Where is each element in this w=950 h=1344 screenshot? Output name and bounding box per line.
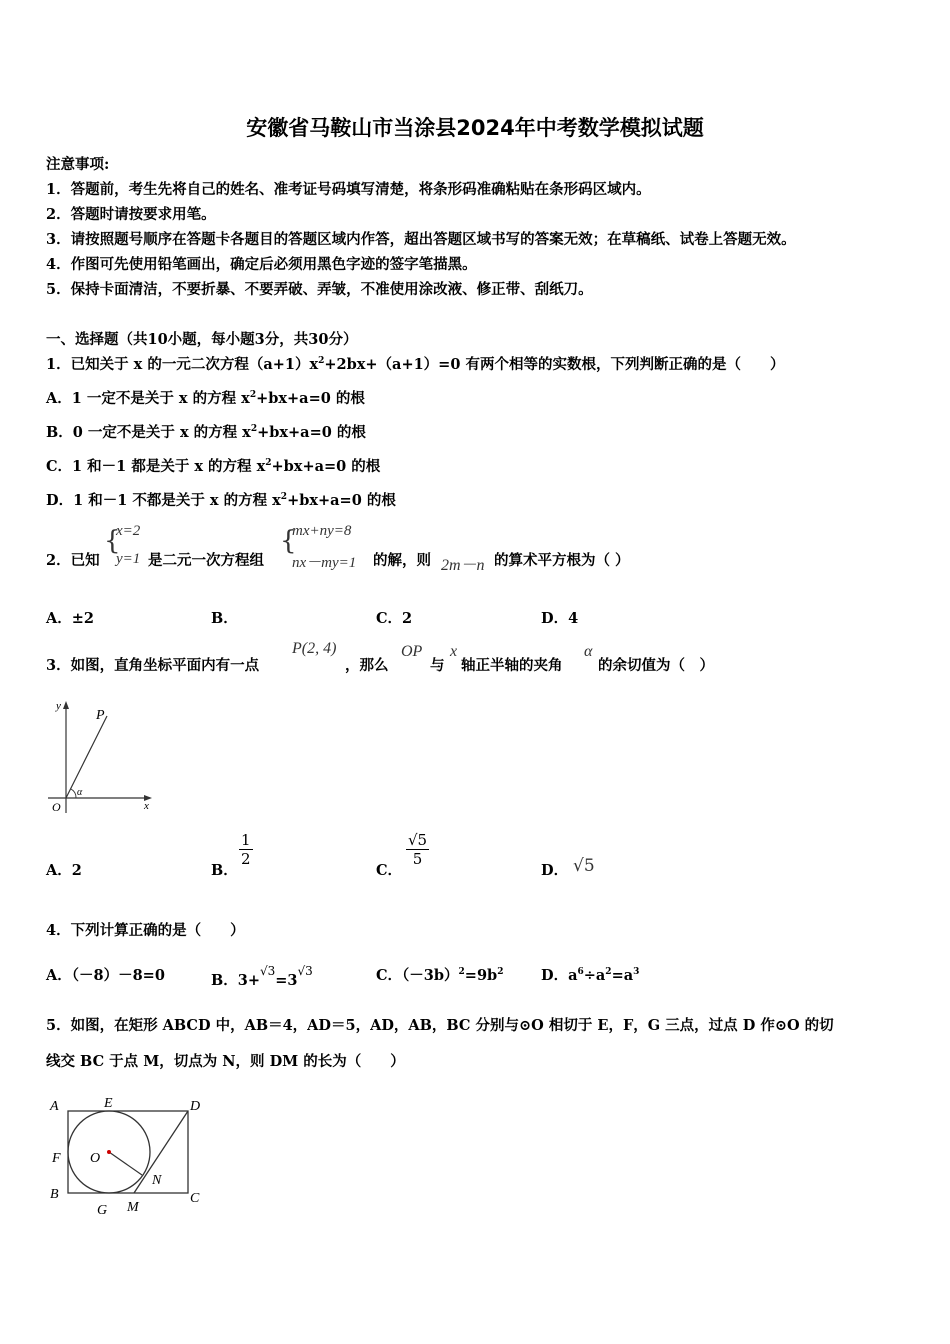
label-f: F bbox=[52, 1151, 61, 1166]
label-b: B bbox=[50, 1187, 59, 1202]
question-3-text: 的余切值为（ ） bbox=[598, 657, 714, 674]
question-4-option-a: A．（－8）－8=0 bbox=[46, 967, 165, 984]
question-4-option-b: B．$3+^{√3}=3^{√3}$ bbox=[211, 964, 313, 989]
label-m: M bbox=[127, 1200, 139, 1215]
label-d: D bbox=[190, 1099, 201, 1114]
question-1-option-a: A．1 一定不是关于 x 的方程 $x^2+bx+a=0$ 的根 bbox=[46, 390, 365, 407]
fraction-one-half: $\frac{1}{2}$ bbox=[241, 831, 251, 868]
system-1-eq-2: y=1 bbox=[116, 551, 141, 567]
point-p: P(2, 4) bbox=[292, 640, 337, 657]
system-1-eq-1: x=2 bbox=[116, 523, 141, 539]
question-2-text: 的解，则 bbox=[373, 552, 431, 569]
label-a: A bbox=[50, 1099, 59, 1114]
label-y: y bbox=[56, 700, 61, 712]
question-2-expression: 2m－n bbox=[441, 557, 485, 574]
coordinate-figure bbox=[40, 695, 165, 820]
question-4-option-c: C．$(-3b)^2=9b^2$ bbox=[376, 967, 504, 984]
label-n: N bbox=[152, 1173, 162, 1188]
question-2-text: 的算术平方根为（ ） bbox=[494, 552, 630, 569]
label-p: P bbox=[96, 708, 105, 723]
system-2-eq-2: nx－my=1 bbox=[292, 555, 357, 571]
fraction-root5-over-5: $\frac{√5}{5}$ bbox=[408, 831, 428, 868]
page-title: 安徽省马鞍山市当涂县2024年中考数学模拟试题 bbox=[246, 116, 704, 140]
center-dot bbox=[107, 1150, 111, 1154]
label-c: C bbox=[190, 1191, 200, 1206]
angle-arc bbox=[71, 789, 76, 798]
label-o: O bbox=[90, 1151, 101, 1166]
question-2-option-b: B． bbox=[211, 610, 238, 627]
question-3-option-d-label: D． bbox=[541, 862, 569, 879]
label-g: G bbox=[97, 1203, 108, 1218]
question-1-option-d: D．1 和－1 不都是关于 x 的方程 $x^2+bx+a=0$ 的根 bbox=[46, 492, 396, 509]
section-heading: 一、选择题（共10小题，每小题3分，共30分） bbox=[46, 331, 358, 348]
question-4-option-d: D．$a^6\div a^2=a^3$ bbox=[541, 967, 640, 984]
notice-item: 1．答题前，考生先将自己的姓名、准考证号码填写清楚，将条形码准确粘贴在条形码区域内。 bbox=[46, 181, 651, 198]
question-1-option-c: C．1 和－1 都是关于 x 的方程 $x^2+bx+a=0$ 的根 bbox=[46, 458, 381, 475]
label-o: O bbox=[52, 800, 61, 814]
question-5-stem-line-2: 线交 BC 于点 M，切点为 N，则 DM 的长为（ ） bbox=[46, 1053, 405, 1070]
question-2-label: 2．已知 bbox=[46, 552, 100, 569]
question-2-text: 是二元一次方程组 bbox=[148, 552, 264, 569]
question-1-stem: 1．已知关于 x 的一元二次方程$(a+1)x^2+2bx+(a+1)=0$ 有两个相等的实数根，下列判断正确的是（ ） bbox=[46, 356, 785, 373]
notice-item: 4．作图可先使用铅笔画出，确定后必须用黑色字迹的签字笔描黑。 bbox=[46, 256, 477, 273]
brace-2: { bbox=[280, 526, 297, 556]
question-3-label: 3．如图，直角坐标平面内有一点 bbox=[46, 657, 260, 674]
notice-item: 5．保持卡面清洁，不要折暴、不要弄破、弄皱，不准使用涂改液、修正带、刮纸刀。 bbox=[46, 281, 593, 298]
question-3-text: ，那么 bbox=[345, 657, 389, 674]
system-2-eq-1: mx+ny=8 bbox=[292, 523, 352, 539]
question-3-option-a: A．2 bbox=[46, 862, 82, 879]
rectangle-circle-figure bbox=[40, 1090, 220, 1225]
question-4-stem: 4．下列计算正确的是（ ） bbox=[46, 922, 245, 939]
root-five: √5 bbox=[573, 856, 595, 876]
question-1-option-b: B．0 一定不是关于 x 的方程 $x^2+bx+a=0$ 的根 bbox=[46, 424, 366, 441]
label-x: x bbox=[144, 800, 149, 812]
rectangle-abcd bbox=[68, 1111, 188, 1193]
question-3-text: 轴正半轴的夹角 bbox=[461, 657, 563, 674]
question-3-text: 与 bbox=[430, 657, 445, 674]
label-alpha: α bbox=[77, 787, 83, 798]
angle-alpha: α bbox=[584, 643, 593, 660]
question-2-option-d: D．4 bbox=[541, 610, 579, 627]
label-e: E bbox=[104, 1096, 113, 1111]
radius-on bbox=[109, 1152, 142, 1175]
y-axis-arrow bbox=[63, 701, 69, 709]
brace-1: { bbox=[104, 526, 121, 556]
notice-item: 2．答题时请按要求用笔。 bbox=[46, 206, 216, 223]
question-2-option-a: A．±2 bbox=[46, 610, 94, 627]
ray-op bbox=[66, 716, 107, 798]
question-5-stem-line-1: 5．如图，在矩形 ABCD 中，AB＝4，AD＝5，AD，AB，BC 分别与⊙O 相切于 E，F，G 三点，过点 D 作⊙O 的切 bbox=[46, 1017, 834, 1034]
question-3-option-b-label: B． bbox=[211, 862, 238, 879]
question-3-option-c-label: C． bbox=[376, 862, 403, 879]
axis-x: x bbox=[450, 643, 458, 660]
question-2-option-c: C．2 bbox=[376, 610, 413, 627]
notice-item: 3．请按照题号顺序在答题卡各题目的答题区域内作答，超出答题区域书写的答案无效；在草稿纸、试卷上答题无效。 bbox=[46, 231, 796, 248]
segment-op: OP bbox=[401, 643, 423, 660]
notice-heading: 注意事项: bbox=[46, 156, 110, 173]
